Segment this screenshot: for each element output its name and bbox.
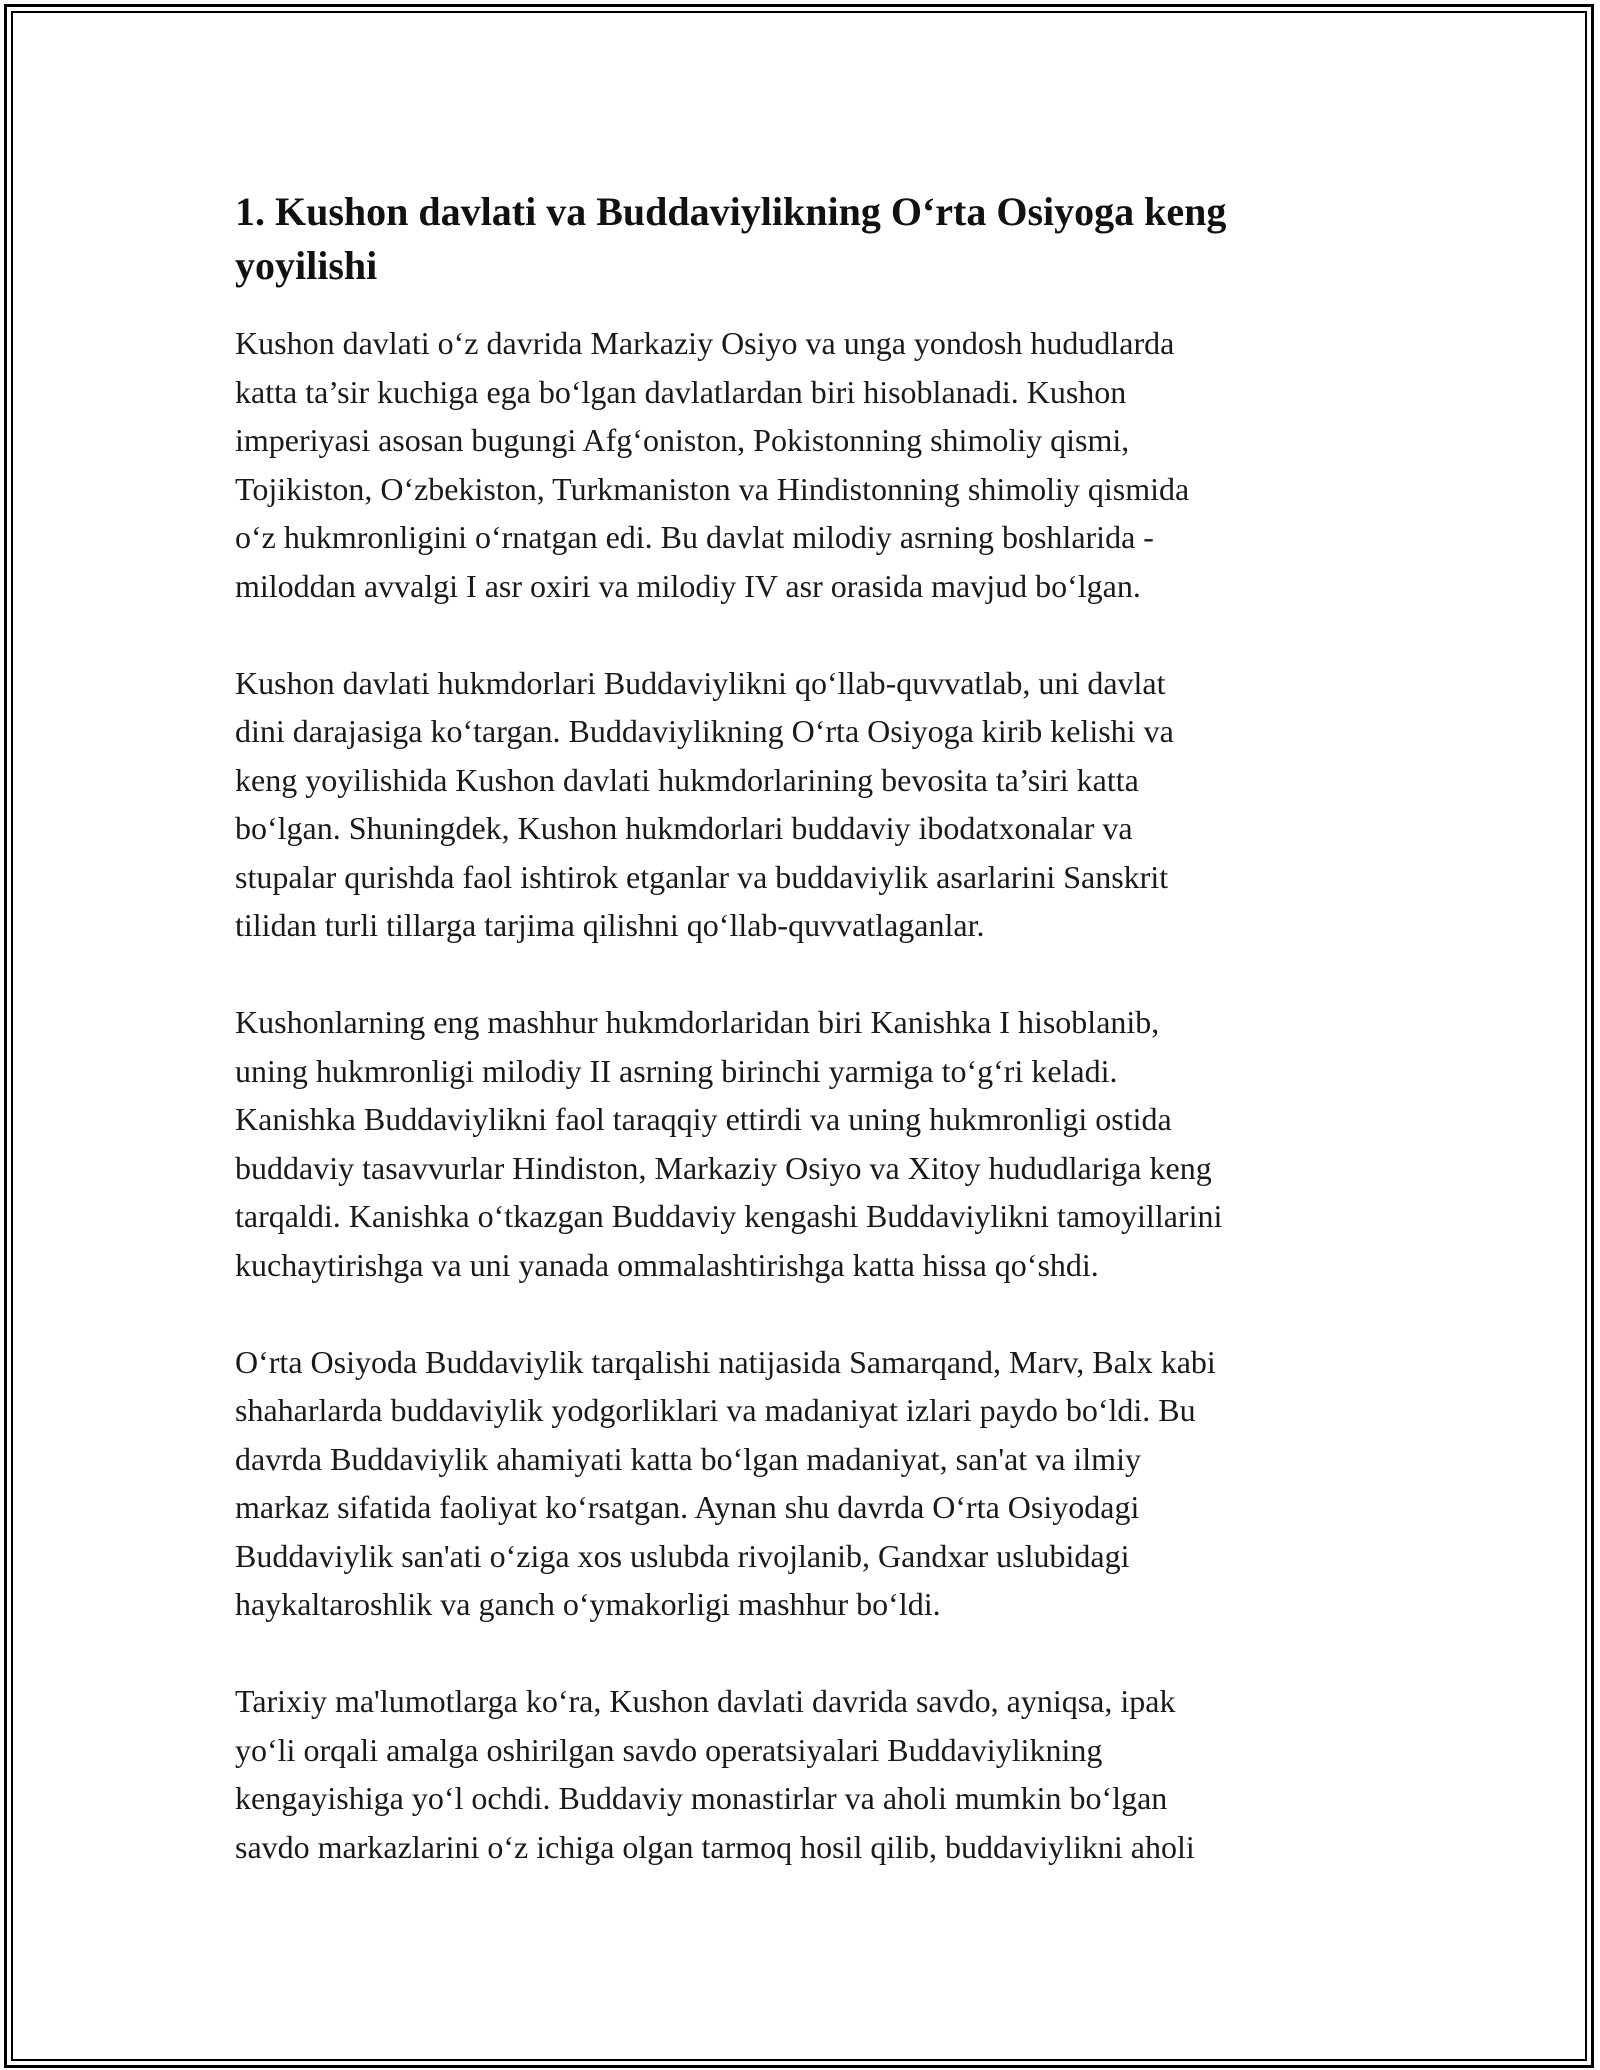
paragraph-line: Kushonlarning eng mashhur hukmdorlaridan biri Kanishka I hisoblanib, <box>235 1004 1160 1040</box>
paragraph-line: haykaltaroshlik va ganch o‘ymakorligi mashhur bo‘ldi. <box>235 1586 941 1622</box>
paragraph-line: Tarixiy ma'lumotlarga ko‘ra, Kushon davlati davrida savdo, ayniqsa, ipak <box>235 1683 1176 1719</box>
section-title-line: yoyilishi <box>235 243 378 288</box>
paragraph <box>235 1338 1380 1629</box>
paragraph <box>235 319 1380 610</box>
paragraph-line: kengayishiga yo‘l ochdi. Buddaviy monastirlar va aholi mumkin bo‘lgan <box>235 1780 1168 1816</box>
paragraph-line: buddaviy tasavvurlar Hindiston, Markaziy Osiyo va Xitoy hududlariga keng <box>235 1149 1212 1186</box>
paragraph-line: Buddaviylik san'ati o‘ziga xos uslubda rivojlanib, Gandxar uslubidagi <box>235 1537 1130 1574</box>
paragraph-line: Kushon davlati o‘z davrida Markaziy Osiyo va unga yondosh hududlarda <box>235 325 1175 361</box>
paragraph-line: tilidan turli tillarga tarjima qilishni qo‘llab-quvvatlaganlar. <box>235 907 985 943</box>
paragraph-line: yo‘li orqali amalga oshirilgan savdo operatsiyalari Buddaviylikning <box>235 1731 1103 1768</box>
paragraph-line: uning hukmronligi milodiy II asrning birinchi yarmiga to‘g‘ri keladi. <box>235 1052 1118 1089</box>
paragraph-line: Kanishka Buddaviylikni faol taraqqiy ettirdi va uning hukmronligi ostida <box>235 1101 1172 1137</box>
paragraph <box>235 1677 1380 1871</box>
paragraph-line: markaz sifatida faoliyat ko‘rsatgan. Aynan shu davrda O‘rta Osiyodagi <box>235 1489 1140 1525</box>
paragraph-line: miloddan avvalgi I asr oxiri va milodiy IV asr orasida mavjud bo‘lgan. <box>235 567 1141 604</box>
paragraph-line: stupalar qurishda faol ishtirok etganlar va buddaviylik asarlarini Sanskrit <box>235 858 1169 895</box>
paragraph-line: O‘rta Osiyoda Buddaviylik tarqalishi natijasida Samarqand, Marv, Balx kabi <box>235 1343 1216 1380</box>
paragraph-line: savdo markazlarini o‘z ichiga olgan tarmoq hosil qilib, buddaviylikni aholi <box>235 1828 1195 1865</box>
paragraph-line: keng yoyilishida Kushon davlati hukmdorlarining bevosita ta’siri katta <box>235 761 1139 798</box>
paragraph-line: shaharlarda buddaviylik yodgorliklari va madaniyat izlari paydo bo‘ldi. Bu <box>235 1392 1196 1428</box>
paragraph-line: kuchaytirishga va uni yanada ommalashtirishga katta hissa qo‘shdi. <box>235 1246 1099 1283</box>
paragraph-line: tarqaldi. Kanishka o‘tkazgan Buddaviy kengashi Buddaviylikni tamoyillarini <box>235 1198 1223 1234</box>
document-body <box>235 185 1380 1920</box>
paragraph-line: o‘z hukmronligini o‘rnatgan edi. Bu davlat milodiy asrning boshlarida - <box>235 519 1154 555</box>
paragraph-line: katta ta’sir kuchiga ega bo‘lgan davlatlardan biri hisoblanadi. Kushon <box>235 373 1127 410</box>
paragraph-line: bo‘lgan. Shuningdek, Kushon hukmdorlari buddaviy ibodatxonalar va <box>235 810 1133 846</box>
paragraph-line: davrda Buddaviylik ahamiyati katta bo‘lgan madaniyat, san'at va ilmiy <box>235 1440 1141 1477</box>
paragraph-line: Kushon davlati hukmdorlari Buddaviylikni qo‘llab-quvvatlab, uni davlat <box>235 664 1166 701</box>
paragraph-line: dini darajasiga ko‘targan. Buddaviylikning O‘rta Osiyoga kirib kelishi va <box>235 713 1174 749</box>
paragraph <box>235 998 1380 1289</box>
paragraph-line: Tojikiston, O‘zbekiston, Turkmaniston va Hindistonning shimoliy qismida <box>235 470 1190 507</box>
section-title-line: 1. Kushon davlati va Buddaviylikning O‘rta Osiyoga keng <box>235 189 1227 234</box>
paragraph-line: imperiyasi asosan bugungi Afg‘oniston, Pokistonning shimoliy qismi, <box>235 422 1130 458</box>
paragraph <box>235 659 1380 950</box>
section-title <box>235 185 1380 293</box>
